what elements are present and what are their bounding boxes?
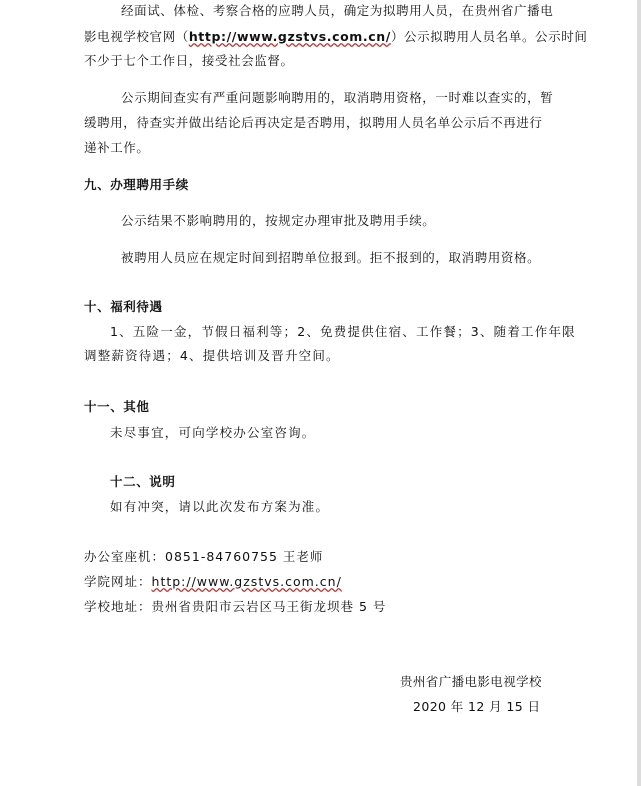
paragraph-line: 被聘用人员应在规定时间到招聘单位报到。拒不报到的，取消聘用资格。	[121, 250, 541, 265]
website-link[interactable]: http://www.gzstvs.com.cn/	[151, 574, 342, 589]
contact-website: 学院网址：http://www.gzstvs.com.cn/	[84, 574, 342, 589]
contact-address: 学校地址：贵州省贵阳市云岩区马王街龙坝巷 5 号	[84, 599, 387, 614]
signature-date: 2020 年 12 月 15 日	[413, 699, 541, 714]
official-site-link[interactable]: http://www.gzstvs.com.cn/	[188, 29, 391, 44]
paragraph-line: 不少于七个工作日，接受社会监督。	[84, 53, 294, 68]
contact-phone: 办公室座机：0851-84760755 王老师	[84, 549, 324, 564]
paragraph-line: 1、五险一金，节假日福利等；2、免费提供住宿、工作餐；3、随着工作年限	[110, 324, 576, 339]
paragraph-line: 缓聘用，待查实并做出结论后再决定是否聘用，拟聘用人员名单公示后不再进行	[84, 115, 543, 130]
page-edge	[637, 0, 641, 786]
section-heading-11: 十一、其他	[84, 399, 150, 414]
section-heading-10: 十、福利待遇	[84, 299, 163, 314]
paragraph-line: 如有冲突，请以此次发布方案为准。	[110, 499, 330, 514]
paragraph-line: 递补工作。	[84, 140, 150, 155]
paragraph-line: 公示期间查实有严重问题影响聘用的，取消聘用资格，一时难以查实的，暂	[121, 90, 554, 105]
section-heading-9: 九、办理聘用手续	[84, 177, 189, 192]
paragraph-line: 经面试、体检、考察合格的应聘人员，确定为拟聘用人员，在贵州省广播电	[121, 3, 554, 18]
paragraph-line: 公示结果不影响聘用的，按规定办理审批及聘用手续。	[121, 213, 436, 228]
signature-org: 贵州省广播电影电视学校	[400, 674, 542, 689]
paragraph-line: 影电视学校官网（http://www.gzstvs.com.cn/）公示拟聘用人员名单。公示时间	[84, 29, 588, 44]
paragraph-line: 未尽事宜，可向学校办公室咨询。	[110, 425, 316, 440]
paragraph-line: 调整薪资待遇；4、提供培训及晋升空间。	[84, 348, 340, 363]
section-heading-12: 十二、说明	[110, 474, 176, 489]
